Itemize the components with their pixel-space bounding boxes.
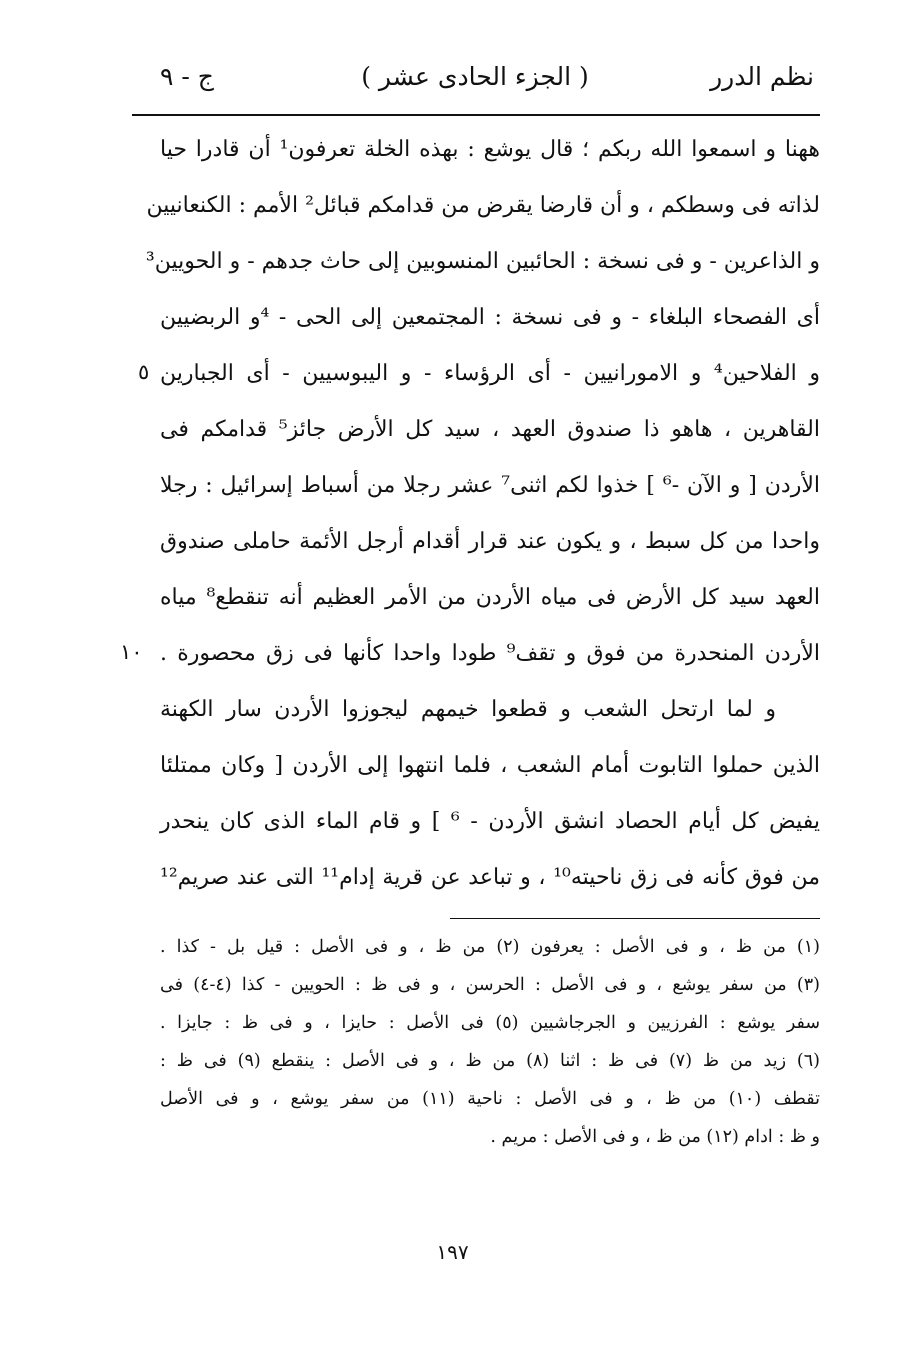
text-line: الذين حملوا التابوت أمام الشعب ، فلما انتهوا إلى الأردن [ وكان ممتلئا <box>160 753 820 778</box>
line-number-10: ١٠ <box>120 640 143 664</box>
main-text <box>145 122 821 906</box>
footnotes <box>160 928 820 1156</box>
text-line: و الذاعرين - و فى نسخة : الحائبين المنسوبين إلى حاث جدهم - و الحويين³ <box>145 249 820 274</box>
footnote-line: (٦) زيد من ظ (٧) فى ظ : اثنا (٨) من ظ ، و فى الأصل : ينقطع (٩) فى ظ : <box>160 1051 820 1071</box>
text-line: من فوق كأنه فى زق ناحيته¹⁰ ، و تباعد عن قرية إدام¹¹ التى عند صريم¹² <box>160 865 820 890</box>
running-header <box>130 62 820 106</box>
header-rule <box>132 114 820 116</box>
text-line: واحدا من كل سبط ، و يكون عند قرار أقدام أرجل الأئمة حاملى صندوق <box>160 529 820 554</box>
page-number: ١٩٧ <box>436 1240 469 1264</box>
footnote-line: تقطف (١٠) من ظ ، و فى الأصل : ناحية (١١) من سفر يوشع ، و فى الأصل <box>160 1089 820 1109</box>
footnote-line: (٣) من سفر يوشع ، و فى الأصل : الحرسن ، و فى ظ : الحويين - كذا (٤-٤) فى <box>160 975 820 995</box>
text-line: و لما ارتحل الشعب و قطعوا خيمهم ليجوزوا الأردن سار الكهنة <box>160 697 776 722</box>
text-line: أى الفصحاء البلغاء - و فى نسخة : المجتمعين إلى الحى - ⁴و الربضيين <box>160 305 821 330</box>
book-title: نظم الدرر <box>710 62 814 91</box>
footnote-line: (١) من ظ ، و فى الأصل : يعرفون (٢) من ظ ، و فى الأصل : قيل بل - كذا . <box>160 937 820 957</box>
text-line: الأردن المنحدرة من فوق و تقف⁹ طودا واحدا كأنها فى زق محصورة . <box>160 641 820 666</box>
line-number-5: ٥ <box>138 360 150 384</box>
part-title: ( الجزء الحادى عشر ) <box>361 62 589 91</box>
text-line: الأردن [ و الآن -⁶ ] خذوا لكم اثنى⁷ عشر رجلا من أسباط إسرائيل : رجلا <box>160 473 820 498</box>
footnote-line: و ظ : ادام (١٢) من ظ ، و فى الأصل : مريم . <box>490 1127 820 1147</box>
footnote-rule <box>450 918 820 919</box>
text-line: يفيض كل أيام الحصاد انشق الأردن - ⁶ ] و قام الماء الذى كان ينحدر <box>160 809 820 834</box>
text-line: القاهرين ، هاهو ذا صندوق العهد ، سيد كل الأرض جائز⁵ قدامكم فى <box>160 417 820 442</box>
volume-label: ج - ٩ <box>160 62 214 91</box>
text-line: لذاته فى وسطكم ، و أن قارضا يقرض من قدامكم قبائل² الأمم : الكنعانيين <box>146 193 820 218</box>
footnote-line: سفر يوشع : الفرزيين و الجرجاشيين (٥) فى الأصل : حايزا ، و فى ظ : جايزا . <box>160 1013 820 1033</box>
text-line: ههنا و اسمعوا الله ربكم ؛ قال يوشع : بهذه الخلة تعرفون¹ أن قادرا حيا <box>160 137 820 162</box>
text-line: و الفلاحين⁴ و الامورانيين - أى الرؤساء - و اليبوسيين - أى الجبارين <box>160 361 820 386</box>
text-line: العهد سيد كل الأرض فى مياه الأردن من الأمر العظيم أنه تنقطع⁸ مياه <box>160 585 820 610</box>
